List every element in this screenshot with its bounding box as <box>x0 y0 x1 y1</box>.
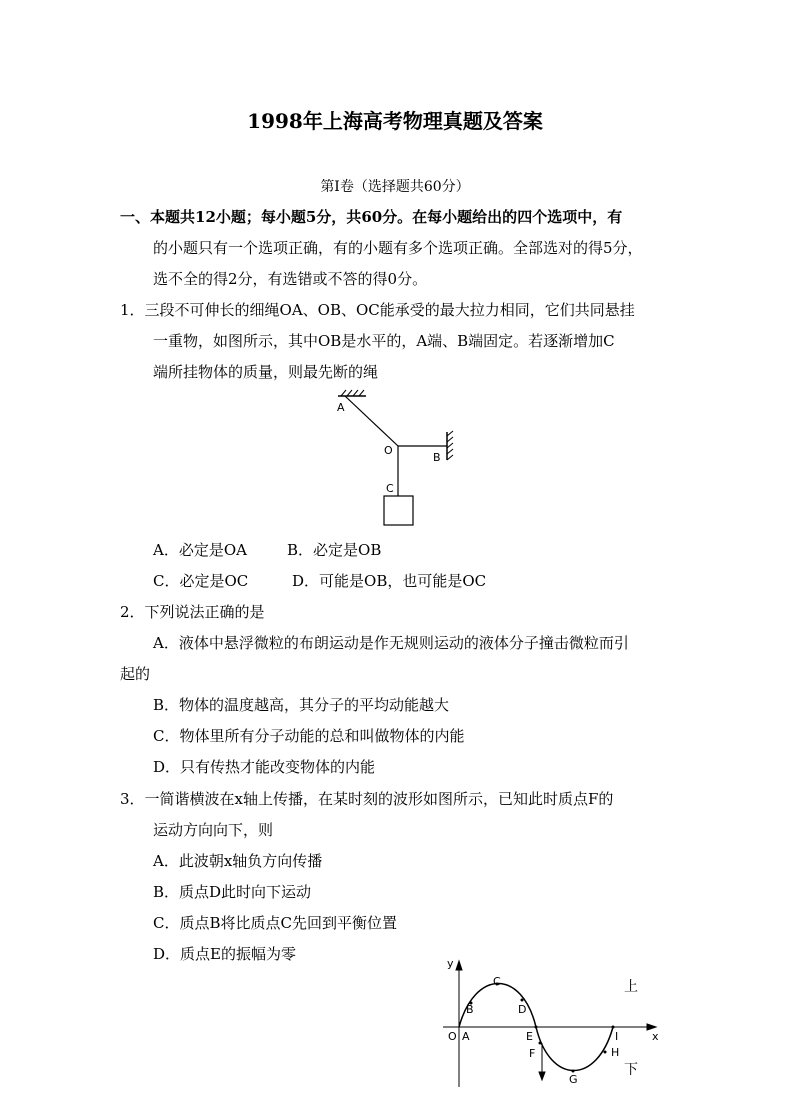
point-h <box>604 1051 607 1054</box>
point-f <box>539 1042 542 1045</box>
hanging-mass <box>384 496 413 525</box>
label-a: A <box>337 401 345 414</box>
label-x-axis: x <box>652 1030 659 1043</box>
q3-stem-line-2: 运动方向向下，则 <box>153 821 274 839</box>
q3-option-c: C．质点B将比质点C先回到平衡位置 <box>153 914 397 932</box>
point-e <box>535 1026 538 1029</box>
q1-stem-line-2: 一重物，如图所示，其中OB是水平的，A端、B端固定。若逐渐增加C <box>153 332 615 350</box>
q3-option-d: D．质点E的振幅为零 <box>153 945 296 963</box>
label-point-h: H <box>611 1046 620 1059</box>
point-i <box>612 1026 615 1029</box>
q2-option-c: C．物体里所有分子动能的总和叫做物体的内能 <box>153 727 465 745</box>
f-motion-arrow-head <box>539 1072 545 1080</box>
section-instruction-line-1: 一、本题共12小题；每小题5分，共60分。在每小题给出的四个选项中，有 <box>120 208 623 226</box>
rope-oa <box>345 396 398 446</box>
q3-stem-line-1: 3．一简谐横波在x轴上传播，在某时刻的波形如图所示，已知此时质点F的 <box>120 790 614 808</box>
q3-option-a: A．此波朝x轴负方向传播 <box>153 852 323 870</box>
label-y-axis: y <box>447 957 454 970</box>
label-point-d: D <box>518 1003 527 1016</box>
q1-option-c: C．必定是OC <box>153 572 249 590</box>
q1-option-d: D．可能是OB，也可能是OC <box>292 572 487 590</box>
label-point-a: A <box>462 1030 470 1043</box>
q2-option-a-line-2: 起的 <box>120 665 151 683</box>
q2-option-b: B．物体的温度越高，其分子的平均动能越大 <box>153 696 450 714</box>
q2-option-a-line-1: A．液体中悬浮微粒的布朗运动是作无规则运动的液体分子撞击微粒而引 <box>153 634 629 652</box>
ceiling-hatch <box>341 390 364 396</box>
point-d <box>521 999 524 1002</box>
y-axis-arrow <box>456 961 462 970</box>
q2-option-d: D．只有传热才能改变物体的内能 <box>153 758 376 776</box>
label-point-e: E <box>526 1030 533 1043</box>
label-down: 下 <box>624 1062 638 1078</box>
label-up: 上 <box>624 979 638 995</box>
label-origin: O <box>448 1030 457 1043</box>
q1-option-a: A．必定是OA <box>153 541 247 559</box>
label-point-f: F <box>529 1047 536 1060</box>
label-point-c: C <box>493 975 501 988</box>
label-b: B <box>433 451 441 464</box>
q2-stem: 2．下列说法正确的是 <box>120 603 265 621</box>
label-point-i: I <box>615 1030 619 1043</box>
section-instruction-line-2: 的小题只有一个选项正确，有的小题有多个选项正确。全部选对的得5分， <box>153 239 643 257</box>
section-instruction-line-3: 选不全的得2分，有选错或不答的得0分。 <box>153 270 428 288</box>
q1-option-b: B．必定是OB <box>287 541 382 559</box>
label-o: O <box>384 444 393 457</box>
q1-stem-line-1: 1．三段不可伸长的细绳OA、OB、OC能承受的最大拉力相同，它们共同悬挂 <box>120 301 635 319</box>
label-point-g: G <box>569 1073 578 1086</box>
label-point-b: B <box>466 1003 474 1016</box>
label-c: C <box>386 482 394 495</box>
page-title: 1998年上海高考物理真题及答案 <box>247 109 543 133</box>
q1-stem-line-3: 端所挂物体的质量，则最先断的绳 <box>153 363 379 381</box>
wall-hatch <box>447 431 453 460</box>
volume-heading: 第I卷（选择题共60分） <box>320 179 470 195</box>
q3-option-b: B．质点D此时向下运动 <box>153 883 312 901</box>
